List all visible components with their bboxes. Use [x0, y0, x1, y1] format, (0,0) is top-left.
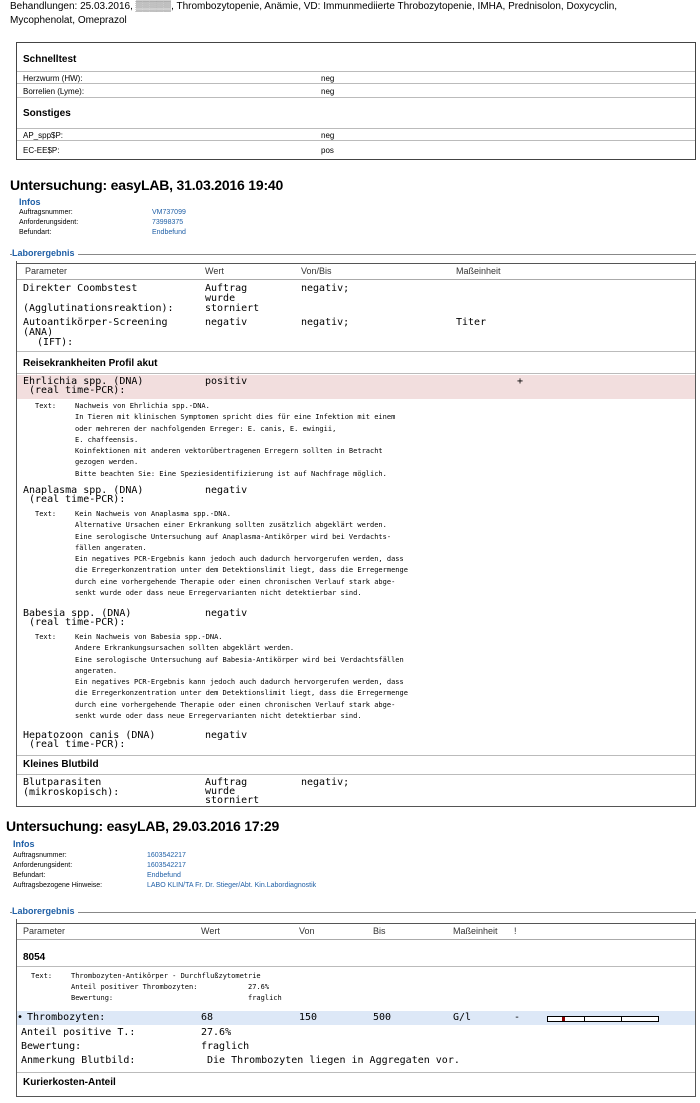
text-label: Text: — [35, 510, 57, 518]
value: negativ — [205, 608, 248, 619]
schnelltest-title: Schnelltest — [23, 54, 77, 65]
comment-text: Kein Nachweis von Anaplasma spp.-DNA. Alternative Ursachen einer Erkrankung sollten zusätzlich abgeklärt werden. Eine serologische Untersuchung auf Anaplasma-Antikörper wird bei Verdachts- fällen angeraten. Ein negatives PCR-Ergebnis kann jedoch auch dadurch hervorgerufen werden, dass die Erregerkonzentration unter dem Detektionslimit liegt, dass die Erregermenge durch eine vorhergehende Therapie oder einen chronischen Verlauf stark abge- senkt wurde oder dass neue Erregervarianten nicht detektierbar sind. — [75, 510, 408, 598]
value: wurde — [205, 786, 236, 797]
result-row — [17, 128, 695, 141]
treatment-line-1: Behandlungen: 25.03.2016, ▒▒▒▒▒, Thrombozytopenie, Anämie, VD: Immunmediierte Throbozytopenie, IMHA, Prednisolon, Doxycyclin, — [10, 1, 618, 12]
info-key: Befundart: — [13, 872, 46, 879]
col-wert: Wert — [201, 926, 220, 936]
param-method: (mikroskopisch): — [23, 787, 120, 798]
col-parameter: Parameter — [23, 926, 66, 936]
param-name: Direkter Coombstest — [23, 283, 138, 294]
row-label: AP_spp$P: — [23, 131, 64, 140]
lab-results-1 — [16, 261, 696, 807]
result-row — [17, 609, 695, 631]
param-name: Blutparasiten — [23, 777, 102, 788]
comment-text: Kein Nachweis von Babesia spp.-DNA. Andere Erkrankungsursachen sollten abgeklärt werden. Eine serologische Untersuchung auf Babesia-Antikörper wird bei Verdachtsfällen angeraten. Ein negatives PCR-Ergebnis kann jedoch auch dadurch hervorgerufen werden, dass die Erregerkonzentration unter dem Detektionslimit liegt, dass die Erregermenge durch eine vorhergehende Therapie oder einen chronischen Verlauf stark abge- senkt wurde oder dass neue Erregervarianten nicht detektierbar sind. — [75, 633, 408, 721]
unit: G/l — [453, 1012, 472, 1023]
value: negativ — [205, 730, 248, 741]
col-vonbis: Von/Bis — [301, 266, 332, 276]
param-name: Ehrlichia spp. (DNA) — [23, 376, 144, 387]
value: positiv — [205, 376, 248, 387]
info-value: 1603542217 — [147, 852, 186, 859]
value-marker — [562, 1017, 565, 1021]
result-row — [17, 71, 695, 84]
col-parameter: Parameter — [25, 266, 68, 276]
result-row — [17, 1056, 695, 1068]
info-block — [19, 197, 419, 241]
result-row — [17, 144, 695, 157]
param-method: (Agglutinationsreaktion): — [23, 303, 174, 314]
lab-legend: Laborergebnis — [12, 248, 78, 258]
value: 68 — [201, 1012, 214, 1023]
reference: negativ; — [301, 777, 350, 788]
info-block — [13, 839, 463, 894]
param-name: Thrombozyten: — [27, 1012, 106, 1023]
param-method: (real time-PCR): — [23, 494, 126, 505]
param-name: Anmerkung Blutbild: — [21, 1055, 136, 1066]
comment-value: 27.6% — [248, 983, 270, 991]
info-key: Auftragsbezogene Hinweise: — [13, 882, 103, 889]
comment-text: Anteil positiver Thrombozyten: — [71, 983, 198, 991]
param-method: (IFT): — [37, 337, 74, 348]
exam-title: Untersuchung: easyLAB, 31.03.2016 19:40 — [10, 177, 284, 193]
column-header — [17, 923, 695, 940]
separator — [17, 373, 695, 374]
result-row — [17, 778, 695, 808]
param-name: Bewertung: — [21, 1041, 82, 1052]
lab-frame-line — [10, 254, 696, 255]
param-name: (ANA) — [23, 327, 54, 338]
value: wurde — [205, 293, 236, 304]
separator — [17, 774, 695, 775]
unit: Titer — [456, 317, 487, 328]
info-value: 1603542217 — [147, 862, 186, 869]
treatment-header — [10, 0, 695, 28]
info-key: Anforderungsident: — [13, 862, 73, 869]
param-name: Autoantikörper-Screening — [23, 317, 168, 328]
sonstiges-title: Sonstiges — [23, 108, 71, 119]
col-einheit: Maßeinheit — [456, 266, 501, 276]
col-einheit: Maßeinheit — [453, 926, 498, 936]
param-name: Babesia spp. (DNA) — [23, 608, 132, 619]
col-von: Von — [299, 926, 315, 936]
text-label: Text: — [31, 972, 53, 980]
info-key: Befundart: — [19, 229, 52, 236]
result-row-low — [17, 1013, 695, 1025]
info-key: Anforderungsident: — [19, 219, 79, 226]
flag: - — [514, 1012, 521, 1023]
row-value: neg — [321, 131, 335, 140]
reference: negativ; — [301, 317, 350, 328]
result-row — [17, 1028, 695, 1040]
param-name: Anaplasma spp. (DNA) — [23, 485, 144, 496]
info-value: LABO KLIN/TA Fr. Dr. Stieger/Abt. Kin.Labordiagnostik — [147, 882, 317, 889]
lab-legend: Laborergebnis — [12, 906, 78, 916]
exam-title: Untersuchung: easyLAB, 29.03.2016 17:29 — [6, 818, 280, 834]
result-row — [17, 1042, 695, 1054]
param-method: (real time-PCR): — [23, 385, 126, 396]
param-name: Anteil positive T.: — [21, 1027, 136, 1038]
param-method: (real time-PCR): — [23, 617, 126, 628]
ref-high: 500 — [373, 1012, 392, 1023]
column-header — [17, 263, 695, 280]
value: fraglich — [201, 1041, 250, 1052]
separator — [17, 351, 695, 352]
value: negativ — [205, 317, 248, 328]
value: Auftrag — [205, 777, 248, 788]
info-value: Endbefund — [147, 872, 181, 879]
comment-text: Nachweis von Ehrlichia spp.-DNA. In Tieren mit klinischen Symptomen spricht dies für eine Infektion mit einem oder mehreren der nachfolgenden Erreger: E. canis, E. ewingii, E. chaffeensis. Koinfektionen mit anderen vektorübertragenen Erregern sollten in Betracht gezogen werden. Bitte beachten Sie: Eine Speziesidentifizierung ist auf Nachfrage möglich. — [75, 402, 396, 478]
text-label: Text: — [35, 402, 57, 410]
info-title: Infos — [13, 839, 35, 849]
value: Die Thrombozyten liegen in Aggregaten vor. — [207, 1055, 460, 1066]
result-row — [17, 731, 695, 753]
comment-value: fraglich — [248, 994, 282, 1002]
group-title: 8054 — [23, 952, 46, 963]
separator — [17, 755, 695, 756]
info-title: Infos — [19, 197, 41, 207]
treatment-line-2: Mycophenolat, Omeprazol — [10, 15, 127, 26]
value: negativ — [205, 485, 248, 496]
col-bis: Bis — [373, 926, 386, 936]
result-row — [17, 486, 695, 508]
row-label: Borrelien (Lyme): — [23, 87, 85, 96]
separator — [17, 1072, 695, 1073]
lab-frame-line — [10, 912, 696, 913]
range-bar — [547, 1016, 659, 1022]
flag: + — [517, 376, 524, 387]
quick-test-box — [16, 42, 696, 160]
row-value: neg — [321, 74, 335, 83]
comment-text: Bewertung: — [71, 994, 114, 1002]
lab-results-2 — [16, 919, 696, 1097]
info-value: 73998375 — [152, 219, 184, 226]
col-wert: Wert — [205, 266, 224, 276]
info-key: Auftragsnummer: — [19, 209, 73, 216]
param-method: (real time-PCR): — [23, 739, 126, 750]
value: Auftrag — [205, 283, 248, 294]
param-name: Hepatozoon canis (DNA) — [23, 730, 156, 741]
section-title: Reisekrankheiten Profil akut — [23, 358, 158, 369]
section-title: Kleines Blutbild — [23, 759, 99, 770]
result-row — [17, 318, 695, 348]
info-value: Endbefund — [152, 229, 186, 236]
separator — [17, 966, 695, 967]
value: storniert — [205, 303, 260, 314]
col-flag: ! — [514, 926, 517, 936]
comment-text: Thrombozyten-Antikörper - Durchflußzytometrie — [71, 972, 261, 980]
info-key: Auftragsnummer: — [13, 852, 67, 859]
row-value: pos — [321, 146, 334, 155]
row-label: EC-EE$P: — [23, 146, 60, 155]
section-title: Kurierkosten-Anteil — [23, 1077, 116, 1088]
result-row-positive — [17, 377, 695, 399]
row-value: neg — [321, 87, 335, 96]
row-marker: • — [17, 1012, 24, 1023]
ref-low: 150 — [299, 1012, 318, 1023]
text-label: Text: — [35, 633, 57, 641]
row-label: Herzwurm (HW): — [23, 74, 83, 83]
value: storniert — [205, 795, 260, 806]
value: 27.6% — [201, 1027, 232, 1038]
result-row — [17, 85, 695, 98]
info-value: VM737099 — [152, 209, 186, 216]
reference: negativ; — [301, 283, 350, 294]
